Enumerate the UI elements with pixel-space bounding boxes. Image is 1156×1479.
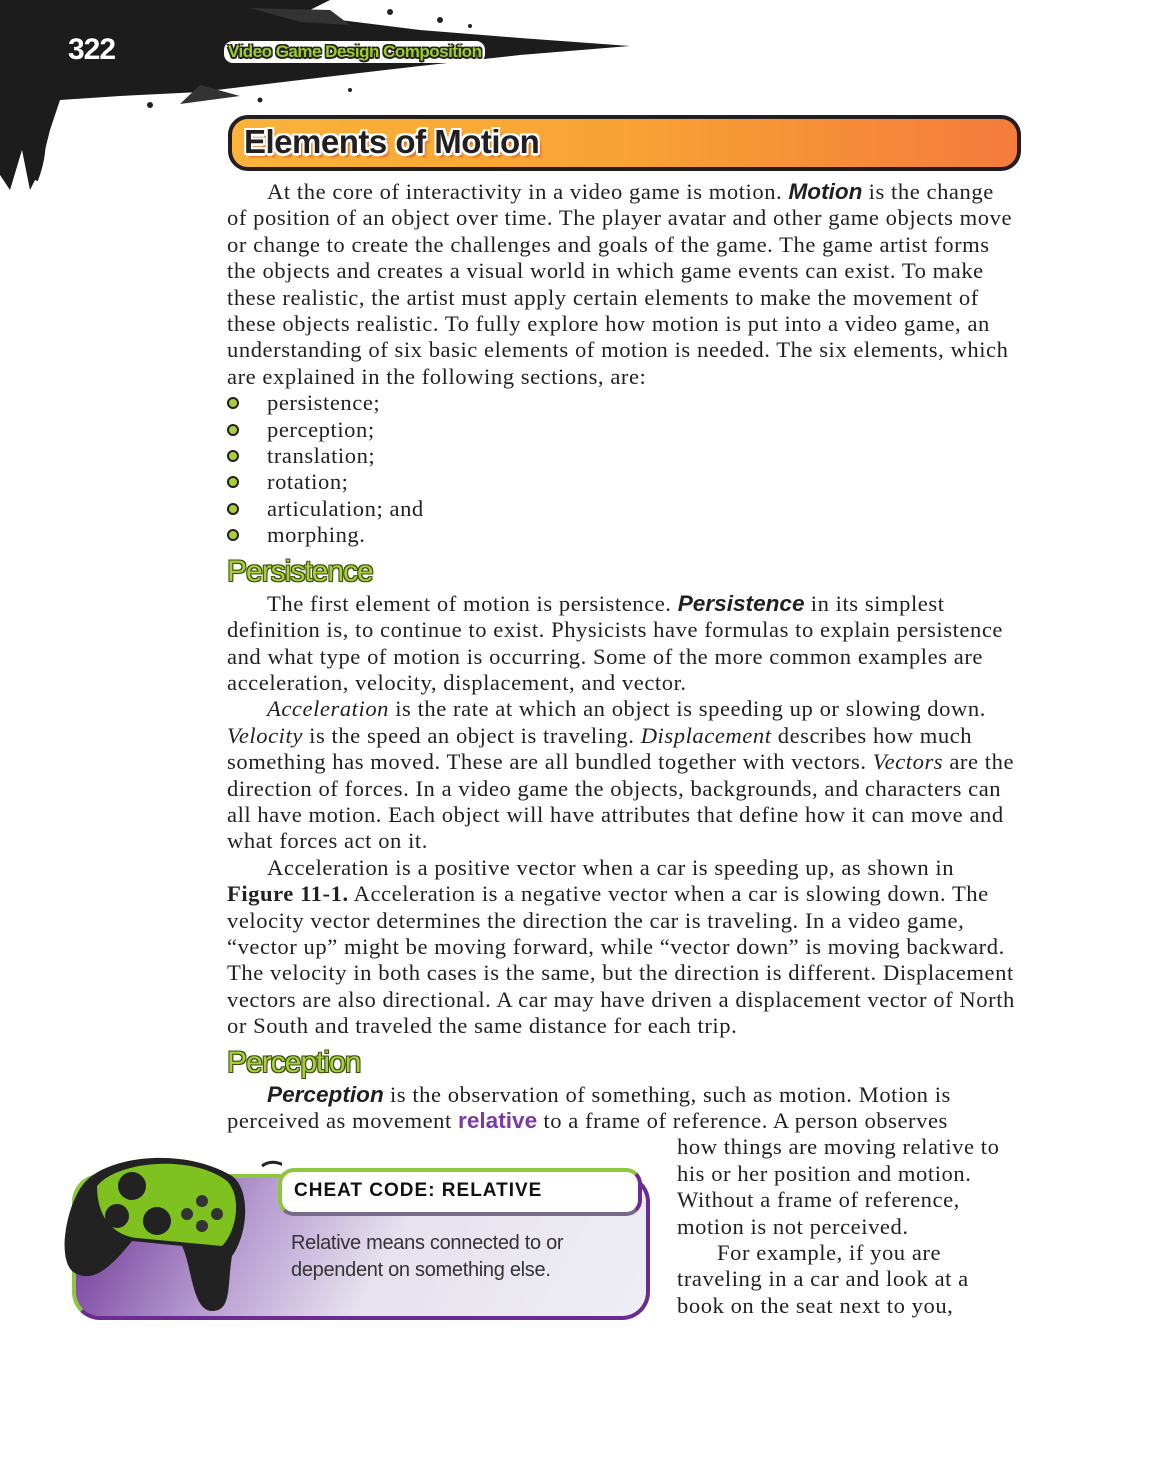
list-item: [227, 469, 1019, 495]
bullet-icon: [227, 424, 239, 436]
bullet-icon: [227, 397, 239, 409]
paragraph: [227, 1082, 1019, 1135]
list-item: [227, 417, 1019, 443]
section-title: Elements of Motion: [244, 123, 540, 160]
text: At the core of interactivity in a video game is motion.: [267, 179, 789, 204]
text: is the change of position of an object over time. The player avatar and other game objects move or change to create the challenges and goals of the game. The game artist forms the objects and creates a visual world in which game events can exist. To make these realistic, the artist must apply certain elements to make the movement of these objects realistic. To fully explore how motion is put into a video game, an understanding of six basic elements of motion is needed. The six elements, which are explained in the following sections, are:: [227, 179, 1013, 389]
paragraph: how things are moving relative to his or her position and motion. Without a frame of reference, motion is not perceived.: [677, 1134, 1000, 1239]
key-term: Perception: [267, 1081, 384, 1107]
wrapped-text: [677, 1134, 1019, 1319]
list-item-text: morphing.: [267, 522, 366, 548]
running-title: Video Game Design Composition: [224, 41, 485, 63]
text: is the rate at which an object is speeding up or slowing down.: [389, 696, 986, 722]
intro-paragraph: [227, 179, 1019, 390]
list-item-text: persistence;: [267, 390, 381, 416]
text: describes how much something has moved. These are all bundled together with vectors.: [227, 722, 973, 775]
cheat-code-header: [278, 1168, 642, 1216]
text: The first element of motion is persistence.: [267, 590, 678, 616]
paragraph: [227, 855, 1019, 1040]
text: Acceleration is a positive vector when a car is speeding up, as shown in: [267, 854, 955, 880]
list-item-text: articulation; and: [267, 495, 424, 521]
page-number: 322: [68, 33, 116, 66]
text: are the direction of forces. In a video game the objects, backgrounds, and characters can all have motion. Each object will have attributes that define how it can move and what forces act on it.: [227, 749, 1015, 854]
text: is the observation of something, such as motion. Motion is perceived as movement: [227, 1081, 951, 1133]
bullet-icon: [227, 476, 239, 488]
cheat-code-body: Relative means connected to or dependent on something else.: [291, 1232, 564, 1282]
list-item: [227, 496, 1019, 522]
cheat-code-title: CHEAT CODE: RELATIVE: [294, 1180, 543, 1202]
list-item-text: rotation;: [267, 469, 349, 495]
term: Vectors: [872, 749, 944, 775]
bullet-icon: [227, 503, 239, 515]
elements-list: [227, 390, 1019, 548]
bullet-icon: [227, 450, 239, 462]
figure-reference[interactable]: Figure 11-1.: [227, 881, 349, 907]
list-item: [227, 390, 1019, 416]
term: Acceleration: [267, 696, 390, 722]
paragraph: [227, 696, 1019, 854]
paragraph: [227, 591, 1019, 697]
perception-heading: Perception: [227, 1045, 361, 1079]
cheat-code-term: relative: [458, 1108, 538, 1133]
paragraph: For example, if you are traveling in a car and look at a book on the seat next to you,: [677, 1240, 969, 1318]
list-item: [227, 522, 1019, 548]
text: in its simplest definition is, to continue to exist. Physicists have formulas to explain persistence and what type of motion is occurring. Some of the more common examples are acceleration, velocity, displacement, and vector.: [227, 590, 1003, 695]
body-content: [227, 179, 1019, 1320]
section-title-bar: [228, 115, 1021, 171]
persistence-heading: Persistence: [227, 554, 373, 588]
cheat-code-box: [0, 1134, 564, 1320]
list-item-text: translation;: [267, 443, 376, 469]
list-item: [227, 443, 1019, 469]
list-item-text: perception;: [267, 416, 375, 442]
term: Velocity: [227, 722, 303, 748]
bullet-icon: [227, 529, 239, 541]
text: is the speed an object is traveling.: [302, 722, 641, 748]
text: Acceleration is a negative vector when a car is slowing down. The velocity vector determines the direction the car is traveling. In a video game, “vector up” might be moving forward, while “vector down” is moving backward. The velocity in both cases is the same, but the direction is different. Displacement vectors are also directional. A car may have driven a displacement vector of North or South and traveled the same distance for each trip.: [227, 881, 1015, 1039]
key-term: Motion: [788, 179, 863, 204]
term: Displacement: [640, 722, 772, 748]
key-term: Persistence: [677, 590, 805, 616]
text: to a frame of reference. A person observes: [537, 1108, 948, 1133]
game-controller-icon: [62, 1146, 282, 1316]
